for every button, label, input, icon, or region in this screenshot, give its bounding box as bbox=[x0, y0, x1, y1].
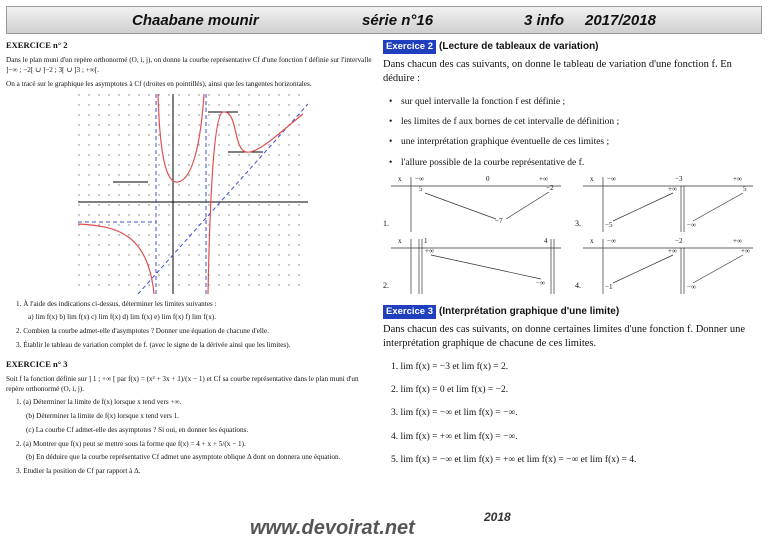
serie-number: série n°16 bbox=[362, 12, 434, 29]
ex3-heading bbox=[383, 305, 763, 319]
table-number: 4. bbox=[575, 281, 581, 290]
limit-item: 1. lim f(x) = −3 et lim f(x) = 2. bbox=[391, 361, 509, 372]
ex2-question-1: 1. À l'aide des indications ci-dessus, déterminer les limites suivantes : bbox=[16, 299, 217, 308]
ex2-heading-title: (Lecture de tableaux de variation) bbox=[439, 41, 599, 52]
function-graph bbox=[78, 94, 308, 294]
limit-item: 3. lim f(x) = −∞ et lim f(x) = −∞. bbox=[391, 408, 518, 419]
bullet-item: • une interprétation graphique éventuelle de ces limites ; bbox=[383, 136, 763, 148]
ex2-question-1-limits: a) lim f(x) b) lim f(x) c) lim f(x) d) lim f(x) e) lim f(x) f) lim f(x). bbox=[28, 313, 217, 322]
author-name: Chaabane mounir bbox=[132, 12, 259, 29]
graph-svg bbox=[78, 94, 308, 294]
ex3-title: EXERCICE n° 3 bbox=[6, 358, 68, 369]
ex3-tag: Exercice 3 bbox=[383, 305, 436, 319]
bullet-item: • l'allure possible de la courbe représentative de f. bbox=[383, 157, 763, 169]
limit-item: 5. lim f(x) = −∞ et lim f(x) = +∞ et lim f(x) = −∞ et lim f(x) = 4. bbox=[391, 455, 637, 465]
ex2-title: EXERCICE n° 2 bbox=[6, 40, 68, 50]
ex3-question-2a: 2. (a) Montrer que f(x) peut se mettre sous la forme que f(x) = 4 + x + 5/(x − 1). bbox=[16, 439, 246, 448]
ex2-bullet-list bbox=[383, 96, 763, 169]
left-column bbox=[6, 40, 374, 481]
limits-list bbox=[383, 361, 763, 467]
bullet-item: • sur quel intervalle la fonction f est définie ; bbox=[383, 96, 763, 108]
ex3-question-1a: 1. (a) Déterminer la limite de f(x) lorsque x tend vers +∞. bbox=[16, 398, 182, 407]
table-number: 3. bbox=[575, 219, 581, 228]
ex2-tag: Exercice 2 bbox=[383, 40, 436, 54]
bullet-item: • les limites de f aux bornes de cet intervalle de définition ; bbox=[383, 116, 763, 128]
table-number: 2. bbox=[383, 281, 389, 290]
table-number: 1. bbox=[383, 219, 389, 228]
limit-item: 4. lim f(x) = +∞ et lim f(x) = −∞. bbox=[391, 431, 518, 442]
ex2-heading bbox=[383, 40, 763, 54]
ex3-question-1b: (b) Déterminer la limite de f(x) lorsque x tend vers 1. bbox=[26, 412, 180, 421]
class-level: 3 info bbox=[524, 12, 564, 29]
ex2-question-2: 2. Combien la courbe admet-elle d'asymptotes ? Donner une équation de chacune d'elle. bbox=[16, 327, 269, 336]
ex3-question-1c: (c) La courbe Cf admet-elle des asymptotes ? Si oui, en donner les équations. bbox=[26, 425, 249, 434]
variation-table-3: 3. x −∞ −3 +∞ +∞ 5 −5 −∞ bbox=[575, 175, 747, 229]
ex3-instructions: Dans chacun des cas suivants, on donne certaines limites d'une fonction f. Donner une interprétation graphique de chacune de ces limites. bbox=[383, 324, 745, 349]
variation-table-2: 2. x 1 4 +∞ −∞ bbox=[383, 237, 548, 290]
ex3-question-3: 3. Etudier la position de Cf par rapport à Δ. bbox=[16, 467, 141, 475]
website-watermark: www.devoirat.net bbox=[250, 517, 415, 539]
school-year: 2017/2018 bbox=[585, 12, 656, 29]
page-header bbox=[6, 6, 762, 34]
ex2-instructions: Dans chacun des cas suivants, on donne le tableau de variation d'une fonction f. En déduire : bbox=[383, 59, 732, 84]
variation-table-4: 4. x −∞ −2 +∞ +∞ +∞ −1 −∞ bbox=[575, 237, 750, 291]
right-column bbox=[383, 40, 763, 477]
limit-item: 2. lim f(x) = 0 et lim f(x) = −2. bbox=[391, 384, 509, 395]
ex3-question-2b: (b) En déduire que la courbe représentative Cf admet une asymptote oblique Δ dont on donnera une équation. bbox=[26, 453, 341, 462]
variation-tables bbox=[383, 177, 763, 297]
ex2-intro: Dans le plan muni d'un repère orthonormé (O, i, j), on donne la courbe représentative Cf d'une fonction f définie sur l'intervalle ]−∞ ; −2[ ∪ ]−2 ; 3[ ∪ ]3 ; +∞[. bbox=[6, 56, 372, 75]
ex2-question-3: 3. Établir le tableau de variation complet de f. (avec le signe de la dérivée ainsi que les limites). bbox=[16, 340, 291, 349]
ex3-heading-title: (Interprétation graphique d'une limite) bbox=[439, 306, 620, 317]
footer-year: 2018 bbox=[484, 510, 511, 524]
variation-table-1: 1. x −∞ 0 +∞ 5 −2 −7 bbox=[383, 175, 554, 228]
ex3-intro: Soit f la fonction définie sur ] 1 ; +∞ [ par f(x) = (x² + 3x + 1)/(x − 1) et Cf sa courbe représentative dans le plan muni d'un repère orthonormé (O, i, j). bbox=[6, 374, 359, 393]
ex2-note: On a tracé sur le graphique les asymptotes à Cf (droites en pointillés), ainsi que les tangentes horizontales. bbox=[6, 79, 312, 88]
